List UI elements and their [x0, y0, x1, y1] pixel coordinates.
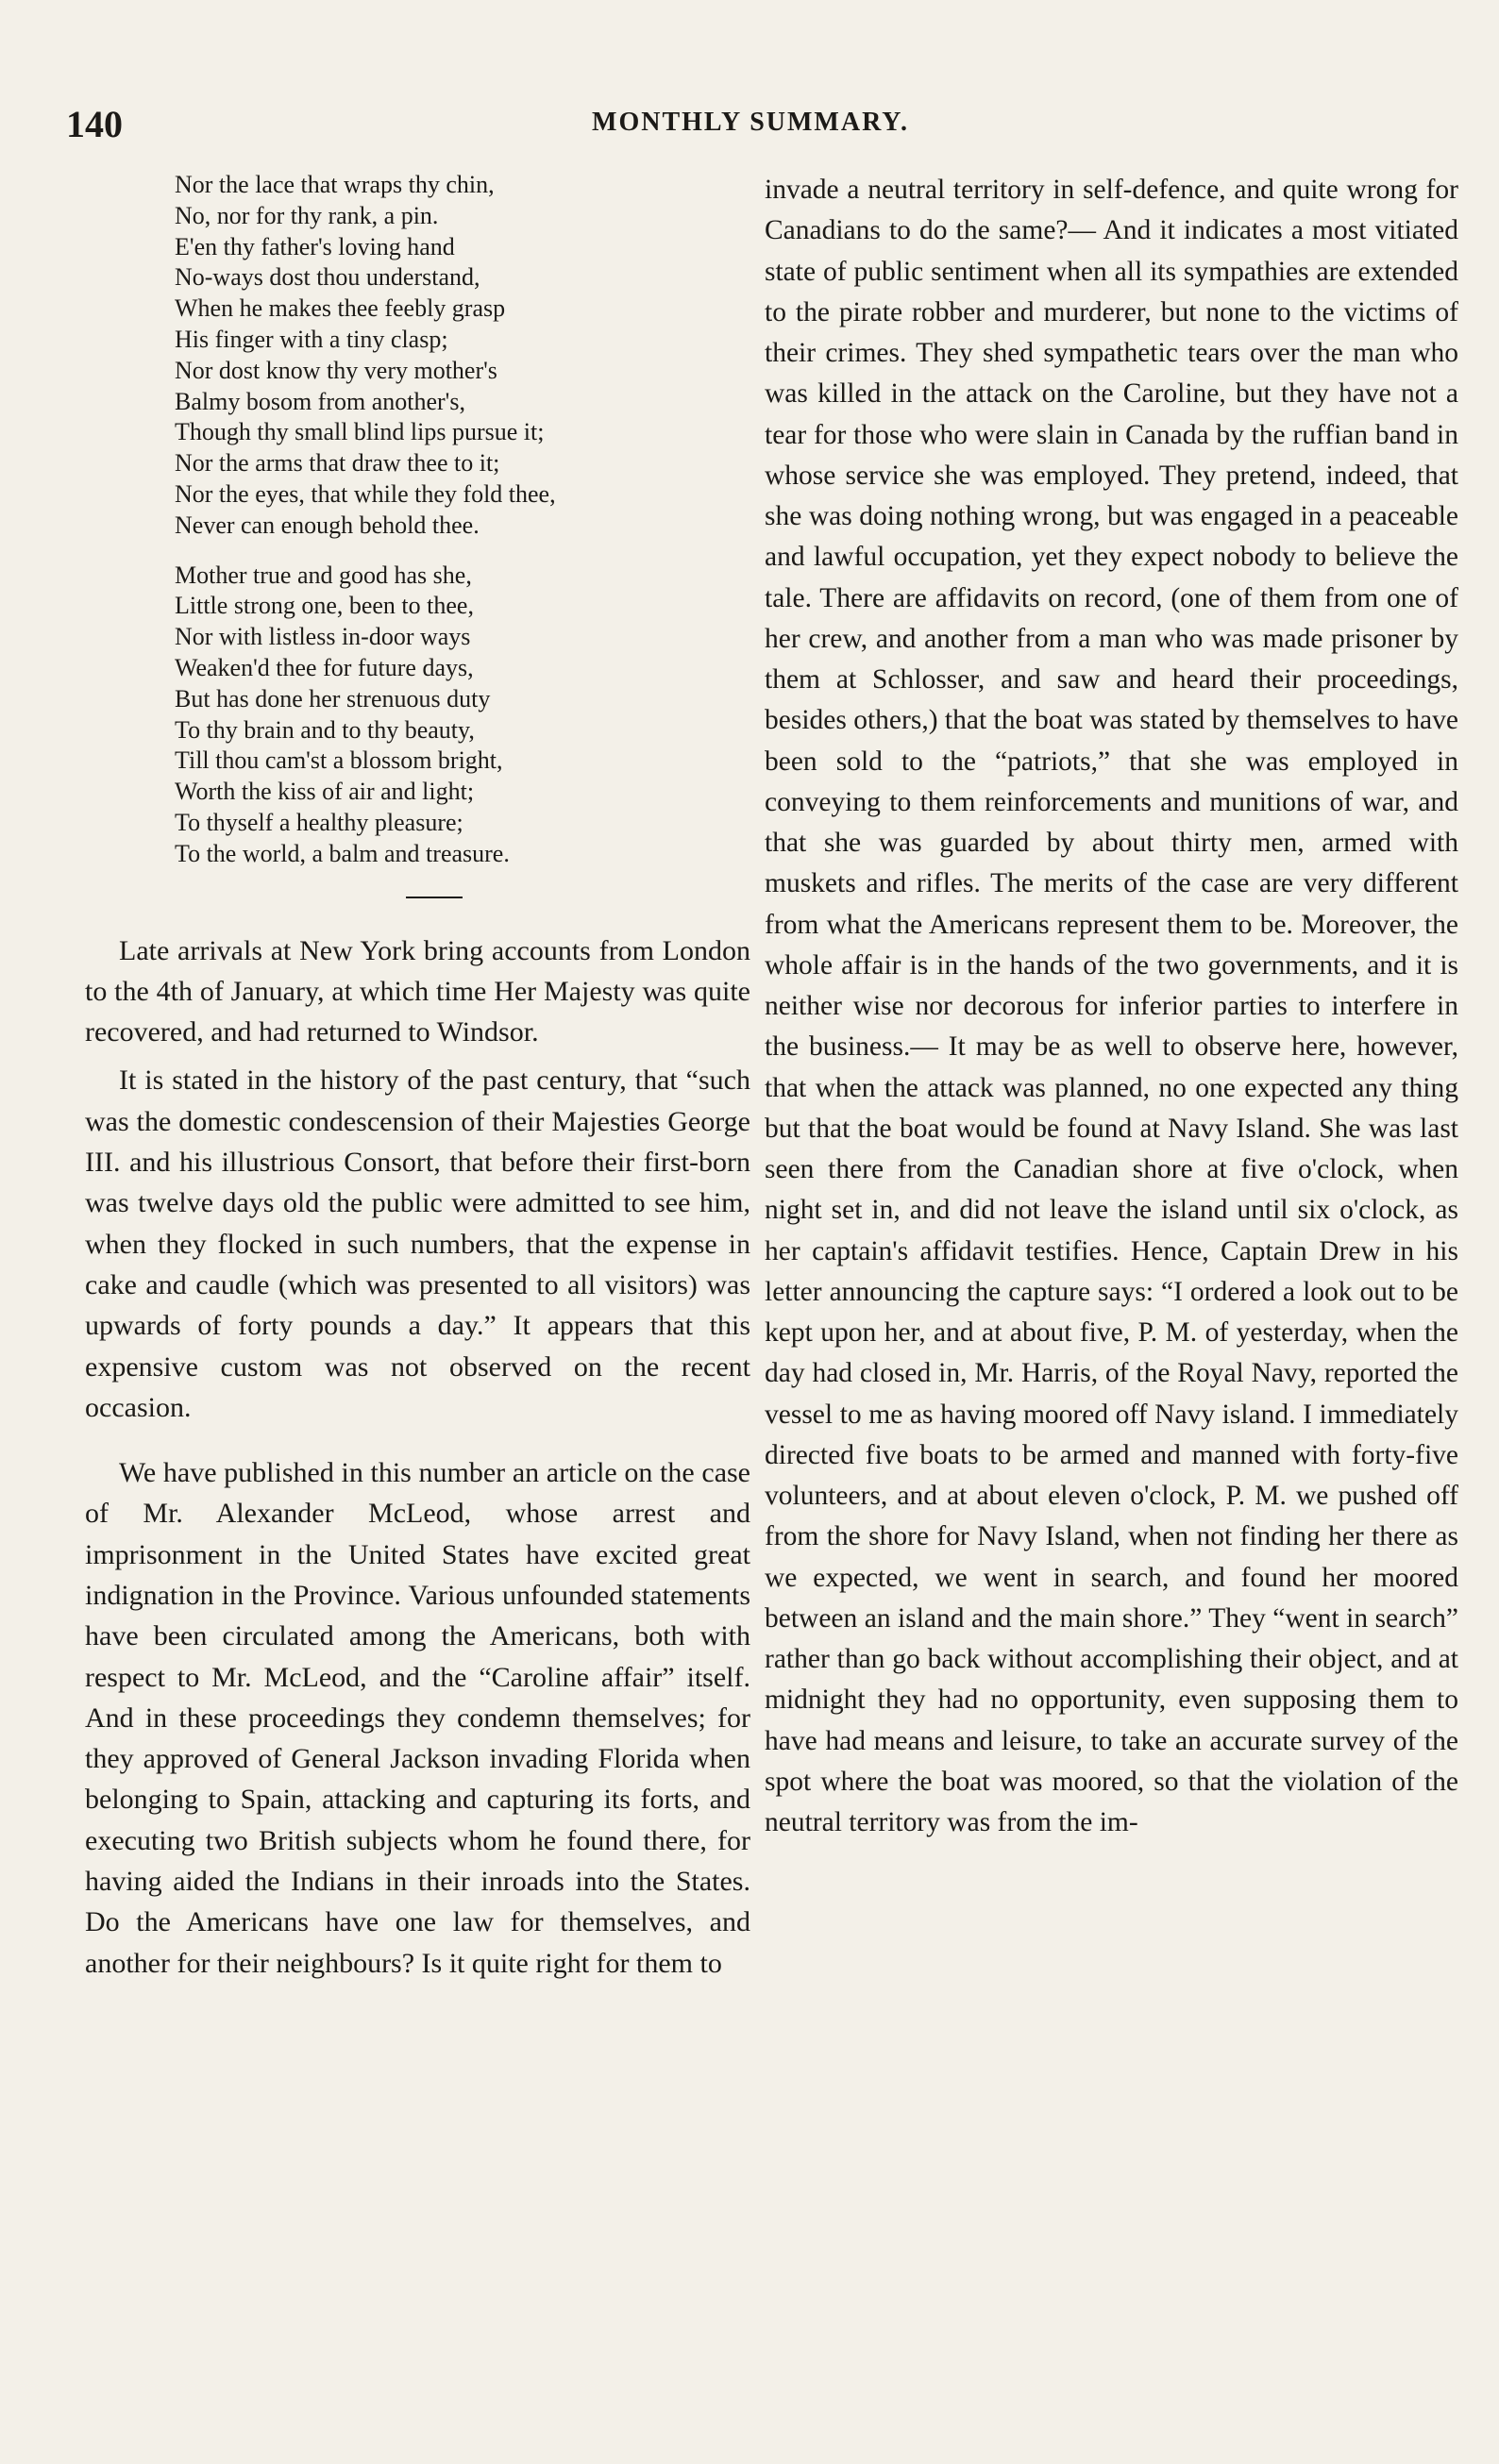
poem-line: Nor the lace that wraps thy chin, [175, 171, 495, 198]
poem [175, 170, 750, 870]
paragraph-late-arrivals: Late arrivals at New York bring accounts from London to the 4th of January, at which time Her Majesty was quite recovered, and had returned to Windsor. [85, 934, 750, 1048]
poem-line: To thy brain and to thy beauty, [175, 715, 475, 744]
poem-line: Nor with listless in-door ways [175, 623, 471, 651]
running-header [66, 102, 1435, 149]
poem-line: To thyself a healthy pleasure; [175, 808, 463, 836]
poem-line: To the world, a balm and treasure. [175, 839, 510, 867]
right-column [765, 170, 1458, 1843]
paragraph-caroline-affair: invade a neutral territory in self-defence, and quite wrong for Canadians to do the same?— And it indicates a most vitiated state of public sentiment when all its sympathies are extended to the pirate robber and murderer, but none to the victims of their crimes. They shed sympathetic tears over the man who was killed in the attack on the Caroline, but they have not a tear for those who were slain in Canada by the ruffian band in whose service she was employed. They pretend, indeed, that she was doing nothing wrong, but was engaged in a peaceable and lawful occupation, yet they expect nobody to believe the tale. There are affidavits on record, (one of them from one of her crew, and another from a man who was made prisoner by them at Schlosser, and saw and heard their proceedings, besides others,) that the boat was stated by themselves to have been sold to the “patriots,” that she was employed in conveying to them reinforcements and munitions of war, and that she was guarded by about thirty men, armed with muskets and rifles. The merits of the case are very different from what the Americans represent them to be. Moreover, the whole affair is in the hands of the two governments, and it is neither wise nor decorous for inferior parties to interfere in the business.— It may be as well to observe here, however, that when the attack was planned, no one expected any thing but that the boat would be found at Navy Island. She was last seen there from the Canadian shore at five o'clock, when night set in, and did not leave the island until six o'clock, as her captain's affidavit testifies. Hence, Captain Drew in his letter announcing the capture says: “I ordered a look out to be kept upon her, and at about five, P. M. of yesterday, when the day had closed in, Mr. Harris, of the Royal Navy, reported the vessel to me as having moored off Navy island. I immediately directed five boats to be armed and manned with forty-five volunteers, and at about eleven o'clock, P. M. we pushed off from the shore for Navy Island, when not finding her there as we expected, we went in search, and found her moored between an island and the main shore.” They “went in search” rather than go back without accomplishing their object, and at midnight they had no opportunity, even supposing them to have had means and leisure, to take an accurate survey of the spot where the boat was moored, so that the violation of the neutral territory was from the im- [765, 175, 1458, 1837]
poem-line: Till thou cam'st a blossom bright, [175, 746, 503, 775]
poem-line: Nor the eyes, that while they fold thee, [175, 479, 556, 508]
section-divider [406, 897, 463, 898]
poem-line: But has done her strenuous duty [175, 684, 491, 712]
poem-line: Little strong one, been to thee, [175, 592, 474, 620]
poem-line: When he makes thee feebly grasp [175, 294, 506, 323]
poem-line: His finger with a tiny clasp; [175, 325, 448, 353]
poem-line: No-ways dost thou understand, [175, 263, 480, 292]
poem-stanza [175, 170, 750, 542]
poem-line: No, nor for thy rank, a pin. [175, 201, 439, 229]
page-number: 140 [66, 103, 123, 145]
poem-line: Nor dost know thy very mother's [175, 356, 497, 384]
left-column [85, 170, 750, 1984]
poem-line: Mother true and good has she, [175, 561, 472, 589]
poem-stanza [175, 561, 750, 870]
poem-line: Nor the arms that draw thee to it; [175, 449, 500, 478]
running-title: MONTHLY SUMMARY. [592, 108, 909, 137]
poem-line: Weaken'd thee for future days, [175, 653, 474, 681]
poem-line: Never can enough behold thee. [175, 511, 480, 539]
poem-line: Though thy small blind lips pursue it; [175, 418, 545, 446]
poem-line: Balmy bosom from another's, [175, 387, 465, 415]
paragraph-mcleod-case: We have published in this number an article on the case of Mr. Alexander McLeod, whose arrest and imprisonment in the United States have excited great indignation in the Province. Various unfounded statements have been circulated among the Americans, both with respect to Mr. McLeod, and the “Caroline affair” itself. And in these proceedings they condemn themselves; for they approved of General Jackson invading Florida when belonging to Spain, attacking and capturing its forts, and executing two British subjects whom he found there, for having aided the Indians in their inroads into the States. Do the Americans have one law for themselves, and another for their neighbours? Is it quite right for them to [85, 1457, 750, 1979]
poem-line: Worth the kiss of air and light; [175, 778, 475, 806]
paragraph-royal-custom: It is stated in the history of the past century, that “such was the domestic condescension of their Majesties George III. and his illustrious Consort, that before their first-born was twelve days old the public were admitted to see him, when they flocked in such numbers, that the expense in cake and caudle (which was presented to all visitors) was upwards of forty pounds a day.” It appears that this expensive custom was not observed on the recent occasion. [85, 1064, 750, 1423]
poem-line: E'en thy father's loving hand [175, 232, 455, 260]
